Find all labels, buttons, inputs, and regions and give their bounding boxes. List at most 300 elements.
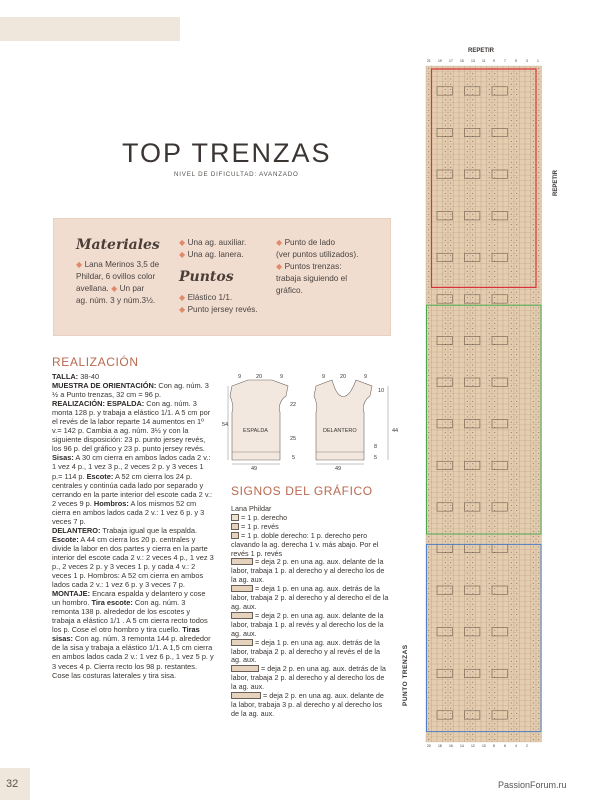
purl-dot	[533, 640, 534, 641]
purl-dot	[538, 125, 539, 126]
purl-dot	[538, 635, 539, 636]
purl-dot	[467, 692, 468, 693]
purl-dot	[511, 172, 512, 173]
purl-dot	[489, 198, 490, 199]
purl-dot	[494, 531, 495, 532]
purl-dot	[445, 339, 446, 340]
purl-dot	[428, 443, 429, 444]
purl-dot	[533, 333, 534, 334]
purl-dot	[511, 73, 512, 74]
purl-dot	[428, 229, 429, 230]
purl-dot	[450, 167, 451, 168]
purl-dot	[533, 573, 534, 574]
purl-dot	[467, 120, 468, 121]
purl-dot	[472, 333, 473, 334]
purl-dot	[533, 370, 534, 371]
purl-dot	[533, 157, 534, 158]
purl-dot	[494, 146, 495, 147]
purl-dot	[445, 73, 446, 74]
purl-dot	[428, 656, 429, 657]
purl-dot	[533, 167, 534, 168]
purl-dot	[533, 677, 534, 678]
purl-dot	[516, 697, 517, 698]
purl-dot	[538, 723, 539, 724]
purl-dot	[538, 94, 539, 95]
purl-dot	[450, 339, 451, 340]
purl-dot	[445, 224, 446, 225]
purl-dot	[538, 609, 539, 610]
purl-dot	[467, 526, 468, 527]
purl-dot	[489, 94, 490, 95]
purl-dot	[511, 718, 512, 719]
purl-dot	[511, 458, 512, 459]
purl-dot	[511, 365, 512, 366]
purl-dot	[428, 391, 429, 392]
purl-dot	[511, 687, 512, 688]
purl-dot	[472, 411, 473, 412]
purl-dot	[511, 604, 512, 605]
purl-dot	[533, 313, 534, 314]
purl-dot	[445, 250, 446, 251]
purl-dot	[445, 157, 446, 158]
purl-dot	[494, 214, 495, 215]
purl-dot	[538, 167, 539, 168]
purl-dot	[489, 292, 490, 293]
purl-dot	[450, 188, 451, 189]
signos-brand: Lana Phildar	[231, 504, 272, 513]
purl-dot	[489, 339, 490, 340]
purl-dot	[494, 391, 495, 392]
purl-dot	[428, 266, 429, 267]
svg-text:8: 8	[374, 444, 378, 450]
purl-dot	[494, 79, 495, 80]
purl-dot	[445, 703, 446, 704]
purl-dot	[467, 183, 468, 184]
materials-box	[53, 218, 391, 336]
purl-dot	[516, 505, 517, 506]
purl-dot	[511, 432, 512, 433]
purl-dot	[450, 370, 451, 371]
purl-dot	[489, 718, 490, 719]
purl-dot	[472, 432, 473, 433]
purl-dot	[450, 99, 451, 100]
purl-dot	[538, 349, 539, 350]
purl-dot	[511, 328, 512, 329]
purl-dot	[516, 666, 517, 667]
purl-dot	[511, 427, 512, 428]
purl-dot	[494, 370, 495, 371]
purl-dot	[533, 136, 534, 137]
svg-text:9: 9	[364, 374, 368, 380]
purl-dot	[511, 734, 512, 735]
purl-dot	[533, 84, 534, 85]
purl-dot	[445, 323, 446, 324]
purl-dot	[494, 651, 495, 652]
svg-text:49: 49	[335, 466, 342, 472]
purl-dot	[472, 271, 473, 272]
purl-dot	[489, 313, 490, 314]
purl-dot	[472, 697, 473, 698]
purl-dot	[450, 541, 451, 542]
purl-dot	[516, 427, 517, 428]
purl-dot	[538, 84, 539, 85]
purl-dot	[494, 484, 495, 485]
purl-dot	[533, 131, 534, 132]
purl-dot	[538, 687, 539, 688]
purl-dot	[428, 495, 429, 496]
purl-dot	[450, 614, 451, 615]
col-number-bottom: 10	[482, 744, 486, 748]
purl-dot	[489, 136, 490, 137]
purl-dot	[511, 318, 512, 319]
purl-dot	[538, 458, 539, 459]
purl-dot	[428, 401, 429, 402]
purl-dot	[445, 396, 446, 397]
purl-dot	[538, 193, 539, 194]
purl-dot	[516, 448, 517, 449]
purl-dot	[533, 463, 534, 464]
purl-dot	[511, 500, 512, 501]
purl-dot	[533, 240, 534, 241]
purl-dot	[445, 463, 446, 464]
purl-dot	[538, 479, 539, 480]
purl-dot	[428, 198, 429, 199]
purl-dot	[533, 359, 534, 360]
purl-dot	[489, 146, 490, 147]
purl-dot	[445, 625, 446, 626]
purl-dot	[445, 110, 446, 111]
purl-dot	[472, 250, 473, 251]
purl-dot	[445, 541, 446, 542]
purl-dot	[450, 276, 451, 277]
purl-dot	[450, 417, 451, 418]
purl-dot	[428, 219, 429, 220]
para-lead: Escote:	[86, 471, 114, 481]
purl-dot	[516, 214, 517, 215]
purl-dot	[489, 729, 490, 730]
purl-dot	[445, 453, 446, 454]
col-number-top: 3	[526, 59, 528, 63]
purl-dot	[489, 599, 490, 600]
purl-dot	[445, 209, 446, 210]
purl-dot	[511, 110, 512, 111]
para-text: A 52 cm cierra los 24 p. centrales y continúa cada lado por separado y cerrando en la parte interior del escote cada 2 v.: 2 veces 9 p.	[52, 471, 213, 508]
purl-dot	[472, 401, 473, 402]
purl-dot	[489, 266, 490, 267]
purl-dot	[472, 666, 473, 667]
purl-dot	[494, 297, 495, 298]
purl-dot	[533, 562, 534, 563]
purl-dot	[445, 193, 446, 194]
para-lead: Escote:	[52, 534, 79, 544]
purl-dot	[494, 105, 495, 106]
svg-text:9: 9	[322, 374, 326, 380]
purl-dot	[516, 640, 517, 641]
purl-dot	[450, 484, 451, 485]
purl-dot	[445, 614, 446, 615]
purl-dot	[489, 380, 490, 381]
purl-dot	[472, 640, 473, 641]
purl-dot	[511, 89, 512, 90]
purl-dot	[428, 734, 429, 735]
purl-dot	[428, 84, 429, 85]
purl-dot	[533, 583, 534, 584]
page-title: TOP TRENZAS	[122, 138, 332, 168]
realizacion-body	[52, 372, 214, 680]
purl-dot	[538, 151, 539, 152]
purl-dot	[450, 406, 451, 407]
purl-dot	[511, 505, 512, 506]
purl-dot	[467, 323, 468, 324]
purl-dot	[428, 146, 429, 147]
purl-dot	[489, 526, 490, 527]
purl-dot	[489, 687, 490, 688]
para-lead: REALIZACIÓN: ESPALDA:	[52, 399, 145, 409]
purl-dot	[489, 229, 490, 230]
purl-dot	[533, 536, 534, 537]
purl-dot	[489, 323, 490, 324]
purl-dot	[450, 734, 451, 735]
purl-dot	[467, 661, 468, 662]
purl-dot	[445, 79, 446, 80]
purl-dot	[511, 349, 512, 350]
purl-dot	[450, 489, 451, 490]
purl-dot	[533, 437, 534, 438]
purl-dot	[494, 713, 495, 714]
para-lead: MONTAJE:	[52, 589, 91, 599]
purl-dot	[494, 656, 495, 657]
purl-dot	[538, 729, 539, 730]
purl-dot	[511, 671, 512, 672]
purl-dot	[516, 625, 517, 626]
purl-dot	[516, 469, 517, 470]
purl-dot	[467, 578, 468, 579]
purl-dot	[445, 380, 446, 381]
purl-dot	[428, 625, 429, 626]
purl-dot	[511, 177, 512, 178]
purl-dot	[450, 666, 451, 667]
purl-dot	[428, 671, 429, 672]
purl-dot	[511, 552, 512, 553]
purl-dot	[511, 84, 512, 85]
purl-dot	[428, 599, 429, 600]
purl-dot	[511, 297, 512, 298]
purl-dot	[450, 411, 451, 412]
purl-dot	[445, 713, 446, 714]
purl-dot	[533, 718, 534, 719]
purl-dot	[538, 235, 539, 236]
purl-dot	[467, 99, 468, 100]
purl-dot	[489, 79, 490, 80]
purl-dot	[533, 614, 534, 615]
purl-dot	[472, 495, 473, 496]
purl-dot	[445, 203, 446, 204]
purl-dot	[489, 682, 490, 683]
purl-dot	[428, 183, 429, 184]
purl-dot	[428, 521, 429, 522]
purl-dot	[428, 583, 429, 584]
purl-dot	[538, 489, 539, 490]
col-number-top: 11	[482, 59, 486, 63]
purl-dot	[533, 469, 534, 470]
purl-dot	[472, 209, 473, 210]
purl-dot	[450, 333, 451, 334]
svg-text:22: 22	[290, 402, 297, 408]
purl-dot	[538, 344, 539, 345]
purl-dot	[533, 172, 534, 173]
purl-dot	[450, 448, 451, 449]
purl-dot	[428, 588, 429, 589]
purl-dot	[516, 177, 517, 178]
purl-dot	[494, 640, 495, 641]
purl-dot	[450, 697, 451, 698]
purl-dot	[467, 547, 468, 548]
purl-dot	[445, 120, 446, 121]
purl-dot	[533, 177, 534, 178]
purl-dot	[445, 666, 446, 667]
purl-dot	[538, 578, 539, 579]
purl-dot	[472, 515, 473, 516]
purl-dot	[538, 183, 539, 184]
svg-text:10: 10	[378, 388, 385, 394]
purl-dot	[445, 682, 446, 683]
purl-dot	[428, 151, 429, 152]
purl-dot	[450, 536, 451, 537]
purl-dot	[538, 177, 539, 178]
purl-dot	[428, 131, 429, 132]
purl-dot	[489, 89, 490, 90]
page-number-tab	[0, 768, 30, 800]
purl-dot	[533, 474, 534, 475]
purl-dot	[533, 547, 534, 548]
purl-dot	[450, 578, 451, 579]
purl-dot	[533, 682, 534, 683]
purl-dot	[428, 604, 429, 605]
purl-dot	[494, 328, 495, 329]
purl-dot	[489, 557, 490, 558]
purl-dot	[516, 224, 517, 225]
purl-dot	[538, 328, 539, 329]
purl-dot	[450, 479, 451, 480]
purl-dot	[428, 339, 429, 340]
purl-dot	[450, 318, 451, 319]
purl-dot	[511, 198, 512, 199]
para-text: Con ag. núm. 3 monta 128 p. y trabaja a elástico 1/1. A 5 cm por el revés de la labor reparte 14 aumentos en 1º v.= 142 p. Cambia a ag. núm. 3½ y con la siguiente disposición: 23 p. punto jersey revés, los 96 p. del gráfico y 23 p. punto jersey revés.	[52, 399, 211, 454]
purl-dot	[445, 245, 446, 246]
purl-dot	[494, 188, 495, 189]
purl-dot	[450, 292, 451, 293]
purl-dot	[538, 391, 539, 392]
purl-dot	[489, 645, 490, 646]
purl-dot	[511, 474, 512, 475]
purl-dot	[511, 661, 512, 662]
purl-dot	[516, 193, 517, 194]
purl-dot	[445, 359, 446, 360]
purl-dot	[533, 526, 534, 527]
purl-dot	[533, 141, 534, 142]
purl-dot	[511, 188, 512, 189]
purl-dot	[511, 656, 512, 657]
purl-dot	[489, 536, 490, 537]
purl-dot	[467, 723, 468, 724]
purl-dot	[516, 573, 517, 574]
purl-dot	[450, 203, 451, 204]
purl-dot	[538, 567, 539, 568]
purl-dot	[428, 526, 429, 527]
purl-dot	[472, 266, 473, 267]
purl-dot	[472, 318, 473, 319]
purl-dot	[428, 287, 429, 288]
purl-dot	[450, 349, 451, 350]
purl-dot	[472, 671, 473, 672]
purl-dot	[450, 422, 451, 423]
purl-dot	[533, 406, 534, 407]
purl-dot	[511, 583, 512, 584]
purl-dot	[516, 635, 517, 636]
purl-dot	[445, 235, 446, 236]
purl-dot	[511, 276, 512, 277]
col-number-bottom: 6	[504, 744, 506, 748]
purl-dot	[445, 370, 446, 371]
purl-dot	[467, 573, 468, 574]
purl-dot	[467, 541, 468, 542]
difficulty-label: NIVEL DE DIFICULTAD: AVANZADO	[174, 171, 299, 178]
purl-dot	[428, 541, 429, 542]
purl-dot	[538, 614, 539, 615]
svg-text:25: 25	[290, 436, 297, 442]
purl-dot	[467, 489, 468, 490]
purl-dot	[494, 630, 495, 631]
purl-dot	[467, 458, 468, 459]
purl-dot	[467, 411, 468, 412]
purl-dot	[445, 521, 446, 522]
purl-dot	[511, 625, 512, 626]
purl-dot	[538, 640, 539, 641]
purl-dot	[467, 89, 468, 90]
purl-dot	[450, 432, 451, 433]
purl-dot	[489, 547, 490, 548]
purl-dot	[516, 105, 517, 106]
purl-dot	[467, 115, 468, 116]
purl-dot	[494, 692, 495, 693]
purl-dot	[450, 89, 451, 90]
purl-dot	[489, 193, 490, 194]
purl-dot	[516, 73, 517, 74]
purl-dot	[489, 656, 490, 657]
purl-dot	[450, 235, 451, 236]
purl-dot	[489, 723, 490, 724]
purl-dot	[428, 474, 429, 475]
purl-dot	[467, 297, 468, 298]
para-text: Encara espalda y delantero y cose un hombro.	[52, 589, 206, 608]
purl-dot	[450, 437, 451, 438]
purl-dot	[472, 380, 473, 381]
purl-dot	[450, 567, 451, 568]
purl-dot	[467, 567, 468, 568]
purl-dot	[494, 453, 495, 454]
purl-dot	[538, 198, 539, 199]
purl-dot	[533, 302, 534, 303]
purl-dot	[428, 547, 429, 548]
purl-dot	[538, 557, 539, 558]
purl-dot	[511, 131, 512, 132]
purl-dot	[428, 505, 429, 506]
purl-dot	[489, 245, 490, 246]
purl-dot	[494, 666, 495, 667]
purl-dot	[428, 359, 429, 360]
purl-dot	[511, 307, 512, 308]
purl-dot	[516, 292, 517, 293]
